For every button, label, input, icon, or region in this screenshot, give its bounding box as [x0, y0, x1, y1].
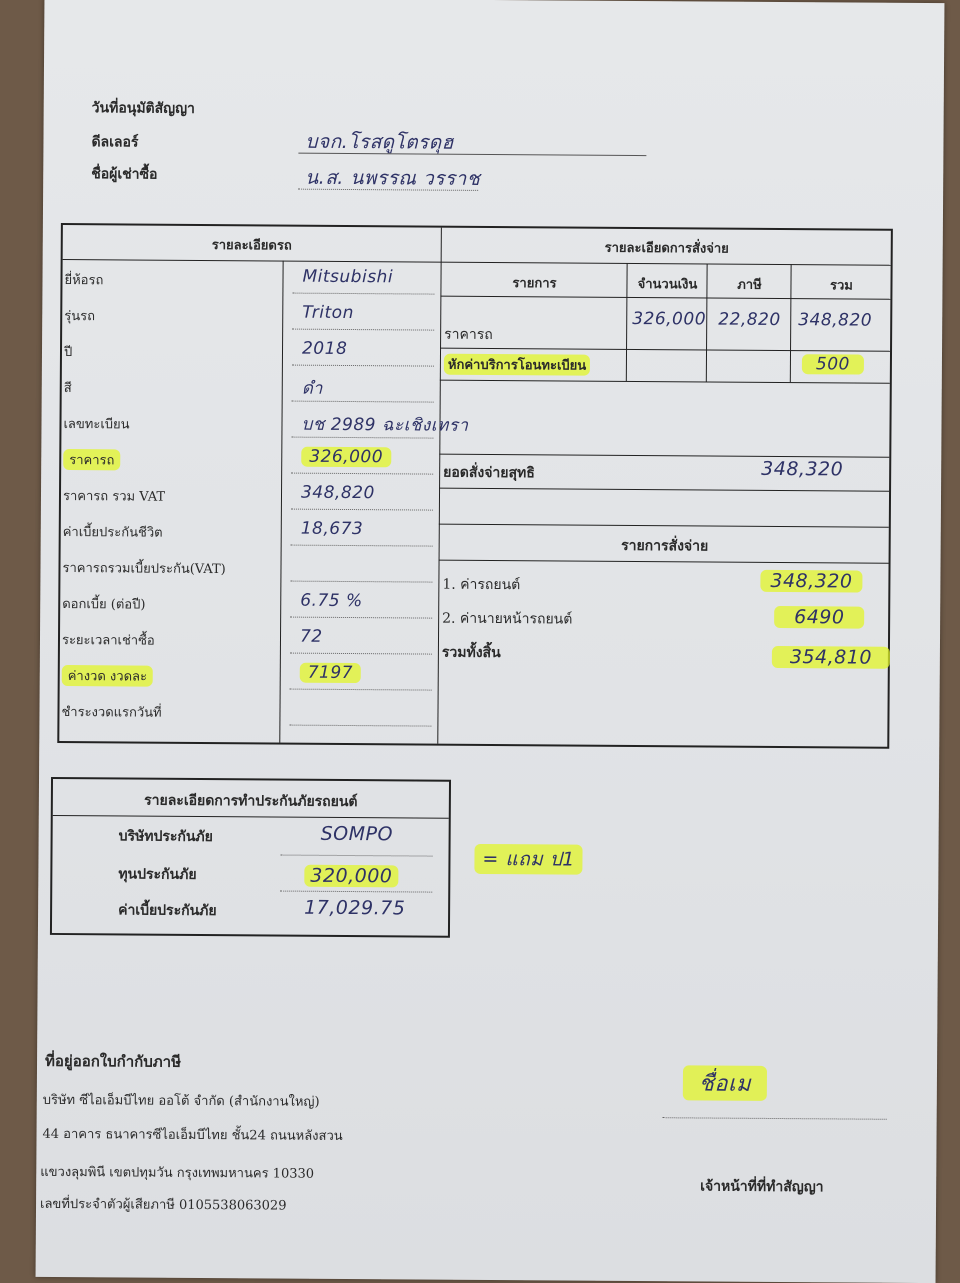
car-detail-label: ราคารถ รวม VAT: [62, 489, 166, 505]
officer-label: เจ้าหน้าที่ที่ทำสัญญา: [700, 1178, 824, 1196]
address-line-2: 44 อาคาร ธนาคารซีไอเอ็มบีไทย ชั้น24 ถนนหลังสวน: [42, 1126, 343, 1144]
col-item: รายการ: [512, 276, 557, 292]
car-detail-label: ค่าเบี้ยประกันชีวิต: [62, 525, 163, 541]
address-line-4: เลขที่ประจำตัวผู้เสียภาษี 0105538063029: [39, 1196, 287, 1214]
registration-total: 500: [802, 354, 864, 374]
insurer-value: SOMPO: [320, 822, 394, 846]
car-details-title: รายละเอียดรถ: [211, 238, 292, 254]
premium-value: 17,029.75: [304, 896, 406, 920]
car-detail-value: 18,673: [300, 518, 364, 540]
car-detail-label: ปี: [63, 345, 73, 361]
car-detail-value: 2018: [301, 338, 348, 359]
disbursement-title: รายการสั่งจ่าย: [621, 537, 709, 555]
car-detail-label: รุ่นรถ: [64, 309, 96, 325]
car-detail-value: 72: [299, 626, 323, 647]
car-detail-value: บช 2989 ฉะเชิงเทรา: [301, 414, 469, 436]
car-detail-value: 326,000: [301, 447, 391, 468]
premium-label: ค่าเบี้ยประกันภัย: [118, 902, 217, 920]
col-total: รวม: [829, 278, 853, 294]
disbursement-item-2-value: 6490: [774, 606, 865, 629]
signature-line: [663, 1117, 887, 1120]
car-detail-value: Triton: [302, 302, 354, 324]
car-detail-label: ราคารถรวมเบี้ยประกัน(VAT): [62, 561, 226, 578]
disbursement-total-value: 354,810: [772, 646, 890, 669]
address-title: ที่อยู่ออกใบกำกับภาษี: [44, 1051, 182, 1071]
car-price-amount: 326,000: [632, 308, 707, 330]
net-label: ยอดสั่งจ่ายสุทธิ: [443, 464, 535, 482]
approval-date-label: วันที่อนุมัติสัญญา: [91, 100, 195, 117]
col-tax: ภาษี: [737, 277, 762, 293]
payment-details-title: รายละเอียดการสั่งจ่าย: [604, 240, 729, 257]
car-detail-label: ดอกเบี้ย (ต่อปี): [62, 597, 146, 613]
car-detail-value: 348,820: [300, 482, 375, 504]
disbursement-item-1-label: 1. ค่ารถยนต์: [442, 576, 521, 594]
registration-label: หักค่าบริการโอนทะเบียน: [444, 354, 590, 376]
car-price-tax: 22,820: [718, 309, 781, 331]
net-value: 348,320: [761, 457, 844, 481]
disbursement-total-label: รวมทั้งสิ้น: [441, 644, 501, 662]
disbursement-item-2-label: 2. ค่านายหน้ารถยนต์: [442, 610, 573, 628]
address-line-1: บริษัท ซีไอเอ็มบีไทย ออโต้ จำกัด (สำนักงานใหญ่): [42, 1092, 320, 1110]
car-detail-label: เลขทะเบียน: [63, 417, 130, 433]
car-detail-label: ค่างวด งวดละ: [62, 665, 153, 687]
dealer-label: ดีลเลอร์: [91, 134, 139, 151]
insurance-note: = แถม ป1: [474, 844, 583, 875]
car-detail-label: สี: [63, 381, 72, 397]
document-page: [36, 0, 945, 1283]
sum-insured-label: ทุนประกันภัย: [118, 866, 197, 883]
car-price-label: ราคารถ: [444, 326, 493, 344]
car-detail-label: ระยะเวลาเช่าซื้อ: [61, 633, 155, 649]
col-amount: จำนวนเงิน: [637, 277, 698, 293]
address-line-3: แขวงลุมพินี เขตปทุมวัน กรุงเทพมหานคร 10330: [40, 1164, 315, 1182]
main-table: [57, 223, 893, 749]
buyer-value: น.ส. นพรรณ วรราช: [305, 166, 481, 190]
disbursement-item-1-value: 348,320: [760, 570, 862, 593]
car-detail-value: 6.75 %: [300, 590, 363, 612]
car-detail-label: ยี่ห้อรถ: [64, 273, 104, 289]
insurer-label: บริษัทประกันภัย: [118, 828, 213, 846]
insurance-title: รายละเอียดการทำประกันภัยรถยนต์: [144, 792, 358, 811]
car-detail-label: ราคารถ: [63, 449, 120, 470]
car-detail-label: ชำระงวดแรกวันที่: [61, 705, 162, 721]
dealer-value: บจก.โรสดูโตรดุฮ: [305, 130, 454, 154]
car-detail-value: Mitsubishi: [302, 266, 394, 288]
insurance-table: [50, 777, 451, 938]
officer-signature: ชื่อเม: [683, 1065, 767, 1101]
car-detail-value: 7197: [300, 663, 361, 683]
buyer-label: ชื่อผู้เช่าซื้อ: [91, 166, 158, 183]
car-price-total: 348,820: [798, 310, 873, 331]
car-detail-value: ดำ: [301, 378, 323, 399]
sum-insured-value: 320,000: [304, 865, 398, 888]
